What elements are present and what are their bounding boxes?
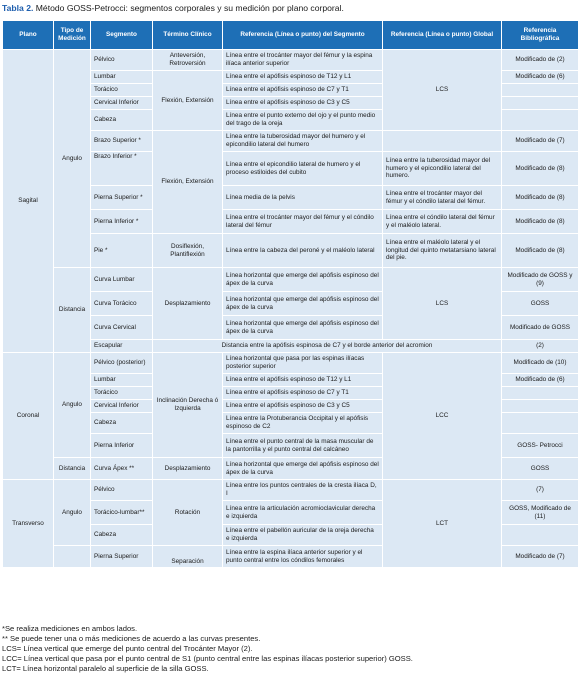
header-segmento: Segmento bbox=[91, 21, 153, 50]
caption-text: Método GOSS-Petrocci: segmentos corporales y su medición por plano corporal. bbox=[33, 3, 344, 13]
segmento-cell: Torácico-lumbar** bbox=[91, 501, 153, 525]
ref-bib-cell: GOSS- Petrocci bbox=[502, 434, 579, 458]
plano-cell: Sagital bbox=[3, 50, 54, 353]
footnote: LCS= Línea vertical que emerge del punto central del Trocánter Mayor (2). bbox=[2, 644, 253, 654]
segmento-cell: Pierna Inferior bbox=[91, 434, 153, 458]
global-cell: Línea entre el maléolo lateral y el longitud del quinto metatarsiano lateral del pie. bbox=[383, 234, 502, 268]
header-referencia-global: Referencia (Línea o punto) Global bbox=[383, 21, 502, 50]
ref-segmento-cell: Línea entre el apófisis espinoso de C7 y T1 bbox=[223, 387, 383, 400]
ref-bib-cell bbox=[502, 413, 579, 434]
header-plano: Plano bbox=[3, 21, 54, 50]
ref-segmento-cell: Línea horizontal que emerge del apófisis espinoso del ápex de la curva bbox=[223, 268, 383, 292]
tipo-cell: Angulo bbox=[54, 50, 91, 268]
ref-segmento-cell: Línea entre el trocánter mayor del fémur y la espina ilíaca anterior superior bbox=[223, 50, 383, 71]
ref-bib-cell: (7) bbox=[502, 480, 579, 501]
ref-segmento-cell: Línea entre el apófisis espinoso de T12 y L1 bbox=[223, 71, 383, 84]
header-termino-clinico: Término Clínico bbox=[153, 21, 223, 50]
segmento-cell: Escapular bbox=[91, 340, 153, 353]
footnote: *Se realiza mediciones en ambos lados. bbox=[2, 624, 138, 633]
ref-segmento-cell: Línea entre el punto central de la masa muscular de la pantorrilla y el punto central del calcáneo bbox=[223, 434, 383, 458]
segmento-cell: Cervical Inferior bbox=[91, 97, 153, 110]
header-referencia-segmento: Referencia (Línea o punto) del Segmento bbox=[223, 21, 383, 50]
termino-cell: Flexión, Extensión bbox=[153, 71, 223, 131]
global-cell: LCC bbox=[383, 353, 502, 480]
segmento-cell: Torácico bbox=[91, 84, 153, 97]
segmento-cell: Pierna Inferior * bbox=[91, 210, 153, 234]
segmento-cell: Pélvico bbox=[91, 50, 153, 71]
ref-segmento-cell: Línea entre el apófisis espinoso de C3 y C5 bbox=[223, 97, 383, 110]
termino-cell: Flexión, Extensión bbox=[153, 131, 223, 234]
segmento-cell: Curva Torácico bbox=[91, 292, 153, 316]
caption-label: Tabla 2. bbox=[2, 3, 34, 13]
segmento-cell: Cabeza bbox=[91, 110, 153, 131]
footnote: ** Se puede tener una o más mediciones de acuerdo a las curvas presentes. bbox=[2, 634, 261, 644]
ref-segmento-cell: Línea entre la tuberosidad mayor del humero y el epicondilio lateral del humero bbox=[223, 131, 383, 152]
tipo-cell bbox=[54, 546, 91, 568]
ref-segmento-cell: Línea horizontal que emerge del apófisis espinoso del ápex de la curva bbox=[223, 316, 383, 340]
footnote: LCT= Línea horizontal paralelo al superficie de la silla GOSS. bbox=[2, 664, 209, 674]
segmento-cell: Pélvico bbox=[91, 480, 153, 501]
table-row bbox=[3, 50, 579, 71]
global-cell: Línea entre el cóndilo lateral del fémur y el maléolo lateral. bbox=[383, 210, 502, 234]
ref-bib-cell: Modificado de (7) bbox=[502, 546, 579, 568]
footnote: LCC= Línea vertical que pasa por el punto central de S1 (punto central entre las espinas ilíacas posterior superior) GOSS. bbox=[2, 654, 413, 664]
termino-cell: Dosiflexión, Plantiflexión bbox=[153, 234, 223, 268]
tipo-cell: Distancia bbox=[54, 268, 91, 353]
table-row bbox=[3, 268, 579, 292]
ref-segmento-cell: Línea entre el trocánter mayor del fémur y el cóndilo lateral del fémur bbox=[223, 210, 383, 234]
ref-segmento-cell: Línea entre el pabellón auricular de la oreja derecha e izquierda bbox=[223, 525, 383, 546]
ref-segmento-cell: Línea entre la Protuberancia Occipital y el apófisis espinoso de C2 bbox=[223, 413, 383, 434]
table-row bbox=[3, 353, 579, 374]
ref-segmento-cell: Línea entre el apófisis espinoso de C7 y T1 bbox=[223, 84, 383, 97]
ref-bib-cell: Modificado de (8) bbox=[502, 210, 579, 234]
ref-bib-cell bbox=[502, 400, 579, 413]
ref-bib-cell bbox=[502, 84, 579, 97]
tipo-cell: Angulo bbox=[54, 480, 91, 546]
ref-bib-cell bbox=[502, 387, 579, 400]
ref-bib-cell: Modificado de (8) bbox=[502, 152, 579, 186]
global-cell bbox=[383, 131, 502, 152]
segmento-cell: Pierna Superior * bbox=[91, 186, 153, 210]
header-tipo-medicion: Tipo de Medición bbox=[54, 21, 91, 50]
segmento-cell: Brazo Inferior * bbox=[91, 152, 153, 186]
ref-segmento-cell: Línea entre el apófisis espinoso de C3 y C5 bbox=[223, 400, 383, 413]
ref-segmento-cell: Línea media de la pelvis bbox=[223, 186, 383, 210]
ref-segmento-cell: Línea horizontal que emerge del apófisis espinoso del ápex de la curva bbox=[223, 292, 383, 316]
table-footnotes bbox=[2, 624, 413, 674]
segmento-cell: Curva Cervical bbox=[91, 316, 153, 340]
ref-segmento-cell: Línea horizontal que pasa por las espinas ilíacas posterior superior bbox=[223, 353, 383, 374]
segmento-cell: Torácico bbox=[91, 387, 153, 400]
ref-bib-cell: (2) bbox=[502, 340, 579, 353]
ref-segmento-cell: Línea entre la cabeza del peroné y el maléolo lateral bbox=[223, 234, 383, 268]
tipo-cell: Angulo bbox=[54, 353, 91, 458]
termino-cell: Desplazamiento bbox=[153, 268, 223, 340]
ref-segmento-cell: Línea horizontal que emerge del apófisis espinoso del ápex de la curva bbox=[223, 458, 383, 480]
termino-cell: Rotación bbox=[153, 480, 223, 546]
termino-cell: Separación bbox=[153, 546, 223, 568]
table-caption bbox=[2, 3, 344, 13]
plano-cell: Coronal bbox=[3, 353, 54, 480]
termino-cell: Anteversión, Retroversión bbox=[153, 50, 223, 71]
escapular-distance-cell: Distancia entre la apófisis espinosa de C7 y el borde anterior del acromion bbox=[153, 340, 502, 353]
ref-bib-cell bbox=[502, 110, 579, 131]
segmento-cell: Lumbar bbox=[91, 71, 153, 84]
segmento-cell: Cervical Inferior bbox=[91, 400, 153, 413]
segmento-cell: Cabeza bbox=[91, 413, 153, 434]
ref-bib-cell: Modificado de (6) bbox=[502, 71, 579, 84]
segmento-cell: Cabeza bbox=[91, 525, 153, 546]
segmento-cell: Brazo Superior * bbox=[91, 131, 153, 152]
ref-bib-cell: GOSS bbox=[502, 458, 579, 480]
segmento-cell: Curva Ápex ** bbox=[91, 458, 153, 480]
ref-bib-cell: Modificado de (10) bbox=[502, 353, 579, 374]
header-row bbox=[3, 21, 579, 50]
ref-bib-cell bbox=[502, 97, 579, 110]
ref-segmento-cell: Línea entre el epicondilio lateral de humero y el proceso estiloides del cubito bbox=[223, 152, 383, 186]
ref-segmento-cell: Línea entre el apófisis espinoso de T12 y L1 bbox=[223, 374, 383, 387]
table-row bbox=[3, 480, 579, 501]
termino-cell: Inclinación Derecha ó Izquierda bbox=[153, 353, 223, 458]
header-referencia-bibliografica: Referencia Bibliográfica bbox=[502, 21, 579, 50]
ref-bib-cell bbox=[502, 525, 579, 546]
plano-cell: Transverso bbox=[3, 480, 54, 568]
ref-bib-cell: Modificado de GOSS y (9) bbox=[502, 268, 579, 292]
segmento-cell: Lumbar bbox=[91, 374, 153, 387]
segmento-cell: Pie * bbox=[91, 234, 153, 268]
ref-segmento-cell: Línea entre el punto externo del ojo y el punto medio del trago de la oreja bbox=[223, 110, 383, 131]
segmento-cell: Pierna Superior bbox=[91, 546, 153, 568]
segmento-cell: Pélvico (posterior) bbox=[91, 353, 153, 374]
ref-segmento-cell: Línea entre los puntos centrales de la cresta ilíaca D, I bbox=[223, 480, 383, 501]
segmento-cell: Curva Lumbar bbox=[91, 268, 153, 292]
goss-petrocci-table bbox=[2, 20, 579, 568]
ref-bib-cell: GOSS, Modificado de (11) bbox=[502, 501, 579, 525]
ref-segmento-cell: Línea entre la articulación acromioclavicular derecha e izquierda bbox=[223, 501, 383, 525]
ref-bib-cell: Modificado de (6) bbox=[502, 374, 579, 387]
global-cell: LCS bbox=[383, 50, 502, 131]
global-cell: Línea entre la tuberosidad mayor del humero y el epicondilio lateral del humero. bbox=[383, 152, 502, 186]
global-cell: LCS bbox=[383, 268, 502, 340]
ref-bib-cell: Modificado de (7) bbox=[502, 131, 579, 152]
ref-bib-cell: Modificado de (2) bbox=[502, 50, 579, 71]
ref-bib-cell: GOSS bbox=[502, 292, 579, 316]
tipo-cell: Distancia bbox=[54, 458, 91, 480]
ref-bib-cell: Modificado de (8) bbox=[502, 186, 579, 210]
global-cell: Línea entre el trocánter mayor del fémur y el cóndilo lateral del fémur. bbox=[383, 186, 502, 210]
ref-bib-cell: Modificado de (8) bbox=[502, 234, 579, 268]
termino-cell: Desplazamiento bbox=[153, 458, 223, 480]
ref-segmento-cell: Línea entre la espina ilíaca anterior superior y el punto central entre los cóndilos femorales bbox=[223, 546, 383, 568]
global-cell: LCT bbox=[383, 480, 502, 568]
ref-bib-cell: Modificado de GOSS bbox=[502, 316, 579, 340]
